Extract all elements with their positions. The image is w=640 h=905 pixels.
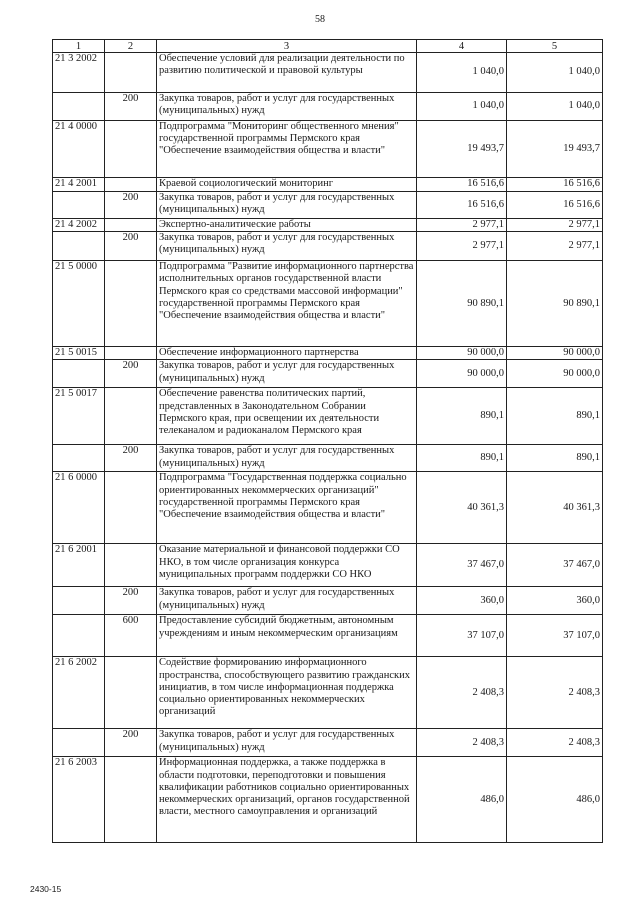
amount-col-5-cell: 2 977,1 xyxy=(507,232,603,261)
budget-code-cell xyxy=(53,445,105,472)
amount-col-4-cell: 2 977,1 xyxy=(417,219,507,232)
expense-type-cell: 200 xyxy=(105,192,157,219)
expense-type-cell: 200 xyxy=(105,445,157,472)
expense-type-cell xyxy=(105,261,157,347)
amount-col-4-cell: 2 408,3 xyxy=(417,657,507,729)
header-col-3: 3 xyxy=(157,40,417,53)
amount-col-4-cell: 16 516,6 xyxy=(417,178,507,192)
amount-col-5-cell: 890,1 xyxy=(507,388,603,445)
item-name-cell: Краевой социологический мониторинг xyxy=(157,178,417,192)
item-name-cell: Подпрограмма "Мониторинг общественного мнения" государственной программы Пермского края "Обеспечение взаимодействия общества и власти" xyxy=(157,121,417,178)
item-name-cell: Закупка товаров, работ и услуг для государственных (муниципальных) нужд xyxy=(157,232,417,261)
amount-col-4-cell: 37 467,0 xyxy=(417,544,507,587)
amount-col-4-cell: 1 040,0 xyxy=(417,93,507,121)
budget-code-cell: 21 6 2003 xyxy=(53,757,105,843)
amount-col-4-cell: 890,1 xyxy=(417,388,507,445)
table-row xyxy=(53,219,603,232)
item-name-cell: Закупка товаров, работ и услуг для государственных (муниципальных) нужд xyxy=(157,360,417,388)
expense-type-cell xyxy=(105,757,157,843)
amount-col-5-cell: 37 107,0 xyxy=(507,615,603,657)
table-row xyxy=(53,121,603,178)
table-row xyxy=(53,657,603,729)
amount-col-4-cell: 90 890,1 xyxy=(417,261,507,347)
header-col-2: 2 xyxy=(105,40,157,53)
document-code: 2430-15 xyxy=(30,884,62,894)
amount-col-5-cell: 2 408,3 xyxy=(507,729,603,757)
item-name-cell: Закупка товаров, работ и услуг для государственных (муниципальных) нужд xyxy=(157,93,417,121)
budget-code-cell: 21 4 2002 xyxy=(53,219,105,232)
page-number: 58 xyxy=(315,14,325,25)
amount-col-5-cell: 486,0 xyxy=(507,757,603,843)
amount-col-4-cell: 1 040,0 xyxy=(417,53,507,93)
header-col-5: 5 xyxy=(507,40,603,53)
amount-col-5-cell: 90 000,0 xyxy=(507,347,603,360)
table-row xyxy=(53,192,603,219)
table-row xyxy=(53,472,603,544)
table-row xyxy=(53,388,603,445)
amount-col-5-cell: 90 890,1 xyxy=(507,261,603,347)
header-col-1: 1 xyxy=(53,40,105,53)
budget-code-cell: 21 5 0015 xyxy=(53,347,105,360)
item-name-cell: Оказание материальной и финансовой поддержки СО НКО, в том числе организация конкурса муниципальных программ поддержки СО НКО xyxy=(157,544,417,587)
item-name-cell: Закупка товаров, работ и услуг для государственных (муниципальных) нужд xyxy=(157,587,417,615)
budget-code-cell: 21 5 0000 xyxy=(53,261,105,347)
item-name-cell: Содействие формированию информационного пространства, способствующего развитию гражданских инициатив, в том числе информационная поддержка социально ориентированных некоммерческих организаций xyxy=(157,657,417,729)
expense-type-cell: 200 xyxy=(105,729,157,757)
amount-col-4-cell: 2 408,3 xyxy=(417,729,507,757)
amount-col-4-cell: 16 516,6 xyxy=(417,192,507,219)
table-row xyxy=(53,587,603,615)
expense-type-cell: 200 xyxy=(105,360,157,388)
expense-type-cell xyxy=(105,388,157,445)
amount-col-5-cell: 2 408,3 xyxy=(507,657,603,729)
expense-type-cell: 600 xyxy=(105,615,157,657)
amount-col-5-cell: 37 467,0 xyxy=(507,544,603,587)
budget-code-cell: 21 6 2002 xyxy=(53,657,105,729)
budget-code-cell: 21 5 0017 xyxy=(53,388,105,445)
item-name-cell: Информационная поддержка, а также поддержка в области подготовки, переподготовки и повышения квалификации работников социально ориентированных некоммерческих организаций, органов государственной власти, местного самоуправления и организаций xyxy=(157,757,417,843)
table-row xyxy=(53,178,603,192)
amount-col-4-cell: 19 493,7 xyxy=(417,121,507,178)
amount-col-5-cell: 16 516,6 xyxy=(507,178,603,192)
budget-code-cell xyxy=(53,192,105,219)
amount-col-4-cell: 40 361,3 xyxy=(417,472,507,544)
amount-col-4-cell: 90 000,0 xyxy=(417,347,507,360)
budget-code-cell: 21 6 2001 xyxy=(53,544,105,587)
expense-type-cell xyxy=(105,178,157,192)
expense-type-cell xyxy=(105,347,157,360)
table-row xyxy=(53,93,603,121)
amount-col-4-cell: 360,0 xyxy=(417,587,507,615)
item-name-cell: Обеспечение равенства политических партий, представленных в Законодательном Собрании Пермского края, при освещении их деятельности телеканалом и радиоканалом Пермского края xyxy=(157,388,417,445)
expense-type-cell xyxy=(105,472,157,544)
table-row xyxy=(53,615,603,657)
table-body xyxy=(53,53,603,843)
table-row xyxy=(53,544,603,587)
table-row xyxy=(53,445,603,472)
budget-code-cell xyxy=(53,587,105,615)
item-name-cell: Обеспечение условий для реализации деятельности по развитию политической и правовой культуры xyxy=(157,53,417,93)
table-row xyxy=(53,347,603,360)
amount-col-5-cell: 19 493,7 xyxy=(507,121,603,178)
amount-col-5-cell: 360,0 xyxy=(507,587,603,615)
item-name-cell: Подпрограмма "Развитие информационного партнерства исполнительных органов государственной власти Пермского края со средствами массовой информации" государственной программы Пермского края "Обеспечение взаимодействия общества и власти" xyxy=(157,261,417,347)
amount-col-4-cell: 37 107,0 xyxy=(417,615,507,657)
table-row xyxy=(53,53,603,93)
budget-code-cell: 21 6 0000 xyxy=(53,472,105,544)
table-row xyxy=(53,261,603,347)
amount-col-4-cell: 2 977,1 xyxy=(417,232,507,261)
budget-code-cell xyxy=(53,729,105,757)
table-row xyxy=(53,729,603,757)
budget-code-cell xyxy=(53,232,105,261)
amount-col-4-cell: 90 000,0 xyxy=(417,360,507,388)
table-row xyxy=(53,360,603,388)
budget-code-cell xyxy=(53,93,105,121)
amount-col-5-cell: 1 040,0 xyxy=(507,93,603,121)
item-name-cell: Экспертно-аналитические работы xyxy=(157,219,417,232)
item-name-cell: Обеспечение информационного партнерства xyxy=(157,347,417,360)
budget-code-cell: 21 4 2001 xyxy=(53,178,105,192)
expense-type-cell xyxy=(105,219,157,232)
expense-type-cell: 200 xyxy=(105,232,157,261)
budget-code-cell: 21 3 2002 xyxy=(53,53,105,93)
expense-type-cell xyxy=(105,544,157,587)
expense-type-cell: 200 xyxy=(105,587,157,615)
budget-code-cell xyxy=(53,360,105,388)
budget-code-cell xyxy=(53,615,105,657)
amount-col-5-cell: 40 361,3 xyxy=(507,472,603,544)
expense-type-cell xyxy=(105,121,157,178)
expense-type-cell xyxy=(105,53,157,93)
header-col-4: 4 xyxy=(417,40,507,53)
item-name-cell: Предоставление субсидий бюджетным, автономным учреждениям и иным некоммерческим организациям xyxy=(157,615,417,657)
expense-type-cell xyxy=(105,657,157,729)
amount-col-5-cell: 2 977,1 xyxy=(507,219,603,232)
amount-col-4-cell: 890,1 xyxy=(417,445,507,472)
amount-col-4-cell: 486,0 xyxy=(417,757,507,843)
item-name-cell: Закупка товаров, работ и услуг для государственных (муниципальных) нужд xyxy=(157,192,417,219)
item-name-cell: Подпрограмма "Государственная поддержка социально ориентированных некоммерческих организаций" государственной программы Пермского края "Обеспечение взаимодействия общества и власти" xyxy=(157,472,417,544)
item-name-cell: Закупка товаров, работ и услуг для государственных (муниципальных) нужд xyxy=(157,445,417,472)
amount-col-5-cell: 890,1 xyxy=(507,445,603,472)
amount-col-5-cell: 90 000,0 xyxy=(507,360,603,388)
table-header-row xyxy=(53,40,603,53)
amount-col-5-cell: 16 516,6 xyxy=(507,192,603,219)
table-row xyxy=(53,232,603,261)
expense-type-cell: 200 xyxy=(105,93,157,121)
amount-col-5-cell: 1 040,0 xyxy=(507,53,603,93)
table-row xyxy=(53,757,603,843)
budget-code-cell: 21 4 0000 xyxy=(53,121,105,178)
item-name-cell: Закупка товаров, работ и услуг для государственных (муниципальных) нужд xyxy=(157,729,417,757)
budget-table xyxy=(52,39,603,843)
